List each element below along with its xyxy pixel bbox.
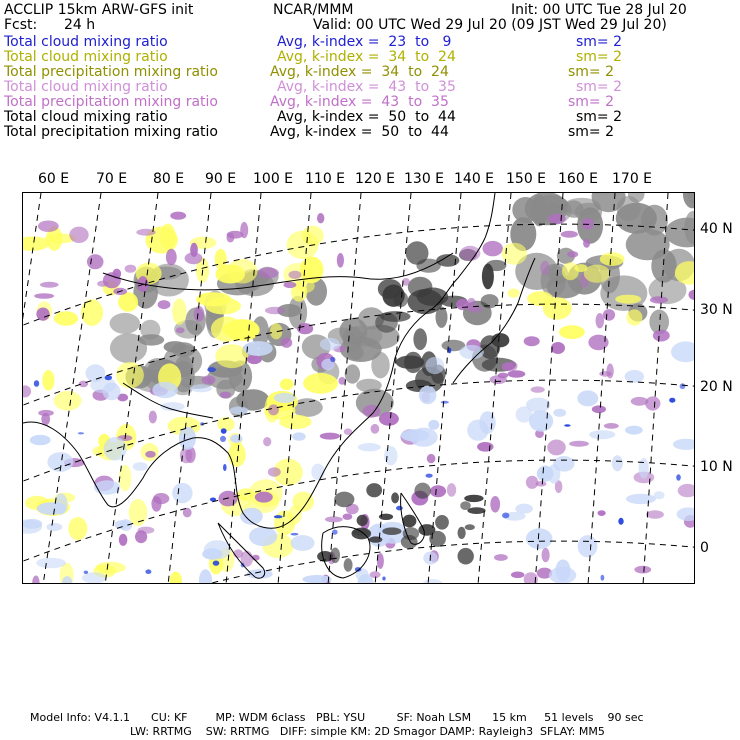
- cloud-lightblue-blob: [104, 437, 127, 461]
- cloud-purple-blob: [317, 213, 324, 223]
- cloud-purple-blob: [467, 298, 477, 312]
- longitude-labels: [0, 172, 740, 188]
- cloud-purple-blob: [38, 221, 59, 232]
- cloud-lightblue-blob: [292, 432, 305, 440]
- cloud-purple-blob: [320, 433, 340, 440]
- cloud-dark-blob: [414, 483, 430, 499]
- cloud-blue-blob: [34, 380, 39, 387]
- cloud-blue-blob: [78, 432, 84, 434]
- cloud-gray-blob: [626, 229, 670, 260]
- cloud-purple-blob: [255, 492, 273, 503]
- cloud-purple-blob: [32, 576, 39, 585]
- cloud-gray-blob: [347, 345, 363, 360]
- cloud-lightblue-blob: [578, 535, 598, 557]
- meridian-line: [588, 193, 615, 584]
- legend-avg: Avg, k-index = 34 to 24: [277, 49, 456, 65]
- cloud-gray-blob: [110, 313, 140, 334]
- lon-label: 70 E: [96, 171, 128, 187]
- cloud-purple-blob: [158, 300, 171, 309]
- init-time: Init: 00 UTC Tue 28 Jul 20: [511, 2, 687, 18]
- cloud-lightblue-blob: [549, 567, 576, 584]
- cloud-purple-blob: [258, 267, 279, 278]
- cloud-blue-blob: [223, 464, 227, 471]
- cloud-purple-blob: [511, 572, 525, 579]
- latitude-labels: [700, 192, 740, 584]
- cloud-lightblue-blob: [626, 494, 656, 504]
- cloud-lightblue-blob: [199, 569, 212, 584]
- legend-sm: sm= 2: [576, 79, 623, 95]
- lon-label: 60 E: [38, 171, 70, 187]
- cloud-yellow-blob: [508, 289, 520, 298]
- legend-sm: sm= 2: [568, 64, 615, 80]
- cloud-purple-blob: [569, 441, 589, 447]
- cloud-purple-blob: [119, 534, 128, 546]
- lon-label: 80 E: [153, 171, 185, 187]
- cloud-purple-blob: [653, 330, 670, 342]
- cloud-purple-blob: [343, 514, 353, 520]
- cloud-yellow-blob: [54, 311, 78, 326]
- cloud-lightblue-blob: [589, 430, 615, 439]
- cloud-lightblue-blob: [671, 341, 695, 362]
- cloud-purple-blob: [202, 375, 216, 384]
- cloud-yellow-blob: [42, 370, 54, 391]
- legend-avg: Avg, k-index = 23 to 9: [277, 34, 452, 50]
- cloud-purple-blob: [460, 246, 481, 261]
- legend-sm: sm= 2: [568, 94, 615, 110]
- cloud-purple-blob: [281, 338, 292, 348]
- cloud-blue-blob: [274, 515, 283, 518]
- cloud-yellow-blob: [215, 344, 248, 368]
- cloud-blue-blob: [105, 375, 112, 380]
- cloud-blue-blob: [618, 518, 623, 525]
- cloud-lightblue-blob: [320, 338, 340, 351]
- cloud-lightblue-blob: [553, 409, 566, 417]
- legend-sm: sm= 2: [576, 109, 623, 125]
- cloud-purple-blob: [507, 370, 525, 377]
- cloud-purple-blob: [548, 214, 566, 224]
- cloud-lightblue-blob: [291, 535, 315, 551]
- cloud-lightblue-blob: [302, 575, 331, 584]
- cloud-yellow-blob: [279, 415, 311, 429]
- cloud-purple-blob: [268, 404, 279, 415]
- cloud-dark-blob: [401, 535, 418, 549]
- cloud-dark-blob: [458, 548, 474, 565]
- cloud-purple-blob: [87, 254, 104, 269]
- cloud-purple-blob: [176, 327, 185, 333]
- cloud-purple-blob: [547, 440, 566, 456]
- cloud-purple-blob: [540, 261, 550, 275]
- legend-sm: sm= 2: [576, 34, 623, 50]
- cloud-purple-blob: [125, 265, 137, 273]
- cloud-purple-blob: [379, 412, 399, 426]
- cloud-purple-blob: [36, 308, 49, 321]
- cloud-purple-blob: [678, 484, 695, 497]
- cloud-yellow-blob: [170, 572, 182, 584]
- cloud-yellow-blob: [172, 299, 186, 325]
- cloud-yellow-blob: [280, 379, 294, 391]
- cloud-blue-blob: [441, 401, 449, 404]
- cloud-purple-blob: [227, 231, 244, 239]
- cloud-lightblue-blob: [204, 540, 231, 559]
- cloud-dark-blob: [486, 260, 506, 271]
- cloud-purple-blob: [79, 381, 89, 388]
- cloud-purple-blob: [561, 231, 578, 238]
- cloud-blue-blob: [84, 571, 88, 574]
- legend-avg: Avg, k-index = 50 to 44: [270, 124, 449, 140]
- cloud-lightblue-blob: [422, 579, 443, 584]
- cloud-yellow-blob: [600, 252, 625, 266]
- cloud-dark-blob: [464, 495, 483, 502]
- cloud-purple-blob: [531, 386, 545, 392]
- cloud-lightblue-blob: [526, 528, 553, 549]
- cloud-yellow-blob: [584, 265, 610, 283]
- cloud-yellow-blob: [574, 264, 587, 272]
- cloud-purple-blob: [41, 413, 50, 425]
- cloud-dark-blob: [458, 527, 466, 539]
- cloud-lightblue-blob: [612, 455, 623, 471]
- cloud-purple-blob: [23, 385, 31, 397]
- model-title: ACCLIP 15km ARW-GFS init: [4, 2, 194, 18]
- map-panel[interactable]: [22, 192, 695, 584]
- cloud-purple-blob: [498, 373, 509, 379]
- cloud-blue-blob: [502, 513, 509, 519]
- lon-label: 170 E: [612, 171, 653, 187]
- cloud-yellow-blob: [227, 259, 258, 284]
- model-info-line2: LW: RRTMG SW: RRTMG DIFF: simple KM: 2D Smagor DAMP: Rayleigh3 SFLAY: MM5: [130, 725, 605, 738]
- cloud-lightblue-blob: [577, 390, 598, 406]
- cloud-purple-blob: [583, 239, 590, 248]
- cloud-lightblue-blob: [410, 428, 438, 447]
- cloud-lightblue-blob: [425, 357, 444, 374]
- cloud-lightblue-blob: [311, 464, 324, 480]
- cloud-lightblue-blob: [36, 558, 66, 569]
- cloud-lightblue-blob: [133, 462, 148, 471]
- legend-sm: sm= 2: [576, 49, 623, 65]
- cloud-gray-blob: [564, 200, 584, 217]
- cloud-purple-blob: [263, 437, 271, 446]
- cloud-purple-blob: [284, 282, 297, 288]
- cloud-purple-blob: [631, 397, 649, 406]
- cloud-purple-blob: [524, 336, 540, 346]
- cloud-yellow-blob: [118, 292, 138, 311]
- cloud-lightblue-blob: [172, 483, 192, 503]
- cloud-lightblue-blob: [115, 520, 129, 529]
- cloud-dark-blob: [382, 527, 401, 535]
- cloud-purple-blob: [185, 252, 203, 264]
- cloud-lightblue-blob: [677, 507, 695, 521]
- legend-name: Total precipitation mixing ratio: [4, 64, 218, 80]
- cloud-purple-blob: [592, 405, 606, 413]
- cloud-purple-blob: [40, 282, 59, 288]
- legend-avg: Avg, k-index = 50 to 44: [277, 109, 456, 125]
- cloud-blue-blob: [680, 383, 686, 389]
- cloud-lightblue-blob: [152, 382, 178, 398]
- cloud-fields: [23, 193, 695, 584]
- cloud-lightblue-blob: [190, 384, 212, 392]
- cloud-purple-blob: [650, 296, 668, 303]
- cloud-yellow-blob: [215, 249, 227, 270]
- cloud-yellow-blob: [562, 262, 579, 280]
- cloud-blue-blob: [669, 398, 675, 403]
- cloud-lightblue-blob: [230, 407, 249, 415]
- lat-label: 40 N: [700, 221, 733, 237]
- cloud-yellow-blob: [81, 299, 103, 326]
- cloud-yellow-blob: [211, 317, 242, 342]
- cloud-lightblue-blob: [526, 398, 550, 413]
- cloud-purple-blob: [220, 392, 231, 398]
- cloud-purple-blob: [170, 212, 186, 220]
- cloud-lightblue-blob: [479, 411, 495, 434]
- legend-name: Total cloud mixing ratio: [4, 79, 168, 95]
- cloud-dark-blob: [357, 515, 368, 526]
- cloud-purple-blob: [265, 307, 285, 314]
- model-info-line1: Model Info: V4.1.1 CU: KF MP: WDM 6class PBL: YSU SF: Noah LSM 15 km 51 levels 90 sec: [30, 711, 644, 724]
- lat-label: 20 N: [700, 379, 733, 395]
- cloud-purple-blob: [490, 496, 500, 513]
- cloud-dark-blob: [460, 501, 471, 510]
- cloud-purple-blob: [603, 309, 615, 321]
- cloud-gray-blob: [356, 379, 382, 392]
- legend-sm: sm= 2: [568, 124, 615, 140]
- cloud-yellow-blob: [302, 226, 324, 246]
- legend-avg: Avg, k-index = 43 to 35: [277, 79, 456, 95]
- cloud-dark-blob: [465, 524, 475, 530]
- cloud-yellow-blob: [615, 295, 641, 304]
- cloud-blue-blob: [676, 474, 681, 480]
- cloud-lightblue-blob: [30, 435, 51, 445]
- organization: NCAR/MMM: [273, 2, 354, 18]
- forecast-hours: 24 h: [64, 17, 96, 33]
- map-canvas: [23, 193, 695, 584]
- cloud-lightblue-blob: [90, 377, 116, 393]
- cloud-yellow-blob: [559, 325, 585, 339]
- cloud-dark-blob: [467, 507, 485, 514]
- cloud-purple-blob: [194, 306, 205, 322]
- cloud-lightblue-blob: [47, 523, 63, 531]
- lon-label: 140 E: [454, 171, 495, 187]
- cloud-lightblue-blob: [54, 493, 67, 514]
- cloud-blue-blob: [221, 428, 227, 434]
- legend-name: Total cloud mixing ratio: [4, 34, 168, 50]
- cloud-purple-blob: [34, 293, 54, 299]
- cloud-lightblue-blob: [358, 443, 381, 451]
- lon-label: 160 E: [558, 171, 599, 187]
- lat-label: 0: [700, 540, 709, 556]
- cloud-lightblue-blob: [367, 524, 390, 547]
- cloud-purple-blob: [247, 355, 262, 364]
- cloud-yellow-blob: [206, 298, 241, 315]
- cloud-gray-blob: [683, 193, 695, 208]
- cloud-purple-blob: [371, 424, 380, 434]
- cloud-blue-blob: [213, 561, 220, 566]
- cloud-purple-blob: [149, 411, 157, 424]
- legend-name: Total precipitation mixing ratio: [4, 94, 218, 110]
- cloud-purple-blob: [268, 467, 281, 476]
- lon-label: 110 E: [305, 171, 346, 187]
- cloud-purple-blob: [634, 566, 651, 574]
- valid-time: Valid: 00 UTC Wed 29 Jul 20 (09 JST Wed 29 Jul 20): [313, 17, 667, 33]
- cloud-purple-blob: [646, 510, 664, 519]
- cloud-dark-blob: [435, 515, 449, 530]
- cloud-purple-blob: [645, 396, 660, 410]
- cloud-lightblue-blob: [529, 411, 553, 432]
- cloud-gray-blob: [371, 352, 389, 378]
- legend-avg: Avg, k-index = 43 to 35: [270, 94, 449, 110]
- cloud-yellow-blob: [160, 224, 176, 250]
- cloud-blue-blob: [601, 575, 605, 581]
- cloud-lightblue-blob: [625, 370, 645, 383]
- cloud-purple-blob: [567, 251, 578, 257]
- cloud-blue-blob: [330, 357, 335, 362]
- cloud-purple-blob: [138, 527, 155, 534]
- cloud-dark-blob: [334, 492, 354, 508]
- lon-label: 120 E: [355, 171, 396, 187]
- cloud-lightblue-blob: [639, 458, 649, 479]
- cloud-lightblue-blob: [94, 480, 120, 494]
- cloud-dark-blob: [391, 492, 399, 503]
- cloud-lightblue-blob: [23, 519, 42, 529]
- cloud-purple-blob: [598, 510, 606, 516]
- cloud-lightblue-blob: [274, 393, 296, 403]
- cloud-blue-blob: [564, 424, 570, 426]
- forecast-label: Fcst:: [4, 17, 38, 33]
- cloud-dark-blob: [436, 307, 448, 328]
- cloud-lightblue-blob: [419, 386, 437, 405]
- legend-name: Total cloud mixing ratio: [4, 49, 168, 65]
- cloud-purple-blob: [289, 271, 302, 279]
- lon-label: 130 E: [404, 171, 445, 187]
- lon-label: 150 E: [506, 171, 547, 187]
- legend-name: Total cloud mixing ratio: [4, 109, 168, 125]
- cloud-yellow-blob: [303, 373, 338, 394]
- cloud-dark-blob: [413, 328, 427, 350]
- cloud-yellow-blob: [626, 309, 642, 325]
- cloud-blue-blob: [145, 569, 151, 574]
- cloud-blue-blob: [207, 367, 216, 372]
- cloud-purple-blob: [337, 253, 344, 268]
- cloud-dark-blob: [344, 558, 353, 571]
- cloud-blue-blob: [291, 533, 299, 536]
- cloud-gray-blob: [140, 320, 160, 340]
- cloud-lightblue-blob: [230, 435, 242, 443]
- cloud-blue-blob: [220, 436, 226, 442]
- cloud-lightblue-blob: [384, 446, 397, 465]
- cloud-purple-blob: [551, 342, 565, 354]
- cloud-dark-blob: [402, 515, 416, 528]
- lat-label: 10 N: [700, 459, 733, 475]
- cloud-purple-blob: [596, 313, 605, 328]
- cloud-purple-blob: [69, 227, 88, 243]
- cloud-dark-blob: [369, 536, 383, 542]
- cloud-lightblue-blob: [249, 527, 277, 546]
- cloud-purple-blob: [427, 454, 436, 463]
- cloud-gray-blob: [345, 364, 360, 383]
- cloud-dark-blob: [396, 356, 425, 369]
- cloud-purple-blob: [166, 249, 177, 266]
- cloud-purple-blob: [447, 483, 456, 497]
- cloud-purple-blob: [526, 476, 538, 489]
- cloud-dark-blob: [366, 483, 382, 497]
- cloud-purple-blob: [542, 548, 550, 563]
- cloud-purple-blob: [483, 241, 503, 256]
- cloud-lightblue-blob: [625, 426, 643, 435]
- lat-label: 30 N: [700, 302, 733, 318]
- cloud-purple-blob: [430, 485, 446, 497]
- cloud-lightblue-blob: [537, 466, 554, 482]
- cloud-blue-blob: [396, 506, 403, 511]
- cloud-purple-blob: [599, 371, 611, 377]
- cloud-purple-blob: [689, 290, 696, 300]
- legend-avg: Avg, k-index = 34 to 24: [270, 64, 449, 80]
- cloud-lightblue-blob: [673, 439, 695, 450]
- lon-label: 90 E: [205, 171, 237, 187]
- cloud-lightblue-blob: [243, 341, 272, 356]
- cloud-blue-blob: [382, 577, 385, 581]
- cloud-purple-blob: [151, 496, 161, 512]
- cloud-purple-blob: [477, 442, 493, 452]
- cloud-blue-blob: [426, 474, 433, 478]
- legend-name: Total precipitation mixing ratio: [4, 124, 218, 140]
- cloud-purple-blob: [502, 362, 514, 371]
- cloud-lightblue-blob: [428, 420, 439, 430]
- cloud-yellow-blob: [68, 517, 87, 540]
- cloud-purple-blob: [494, 554, 508, 561]
- lon-label: 100 E: [253, 171, 294, 187]
- cloud-yellow-blob: [54, 391, 82, 411]
- cloud-purple-blob: [145, 451, 156, 458]
- cloud-purple-blob: [604, 423, 619, 429]
